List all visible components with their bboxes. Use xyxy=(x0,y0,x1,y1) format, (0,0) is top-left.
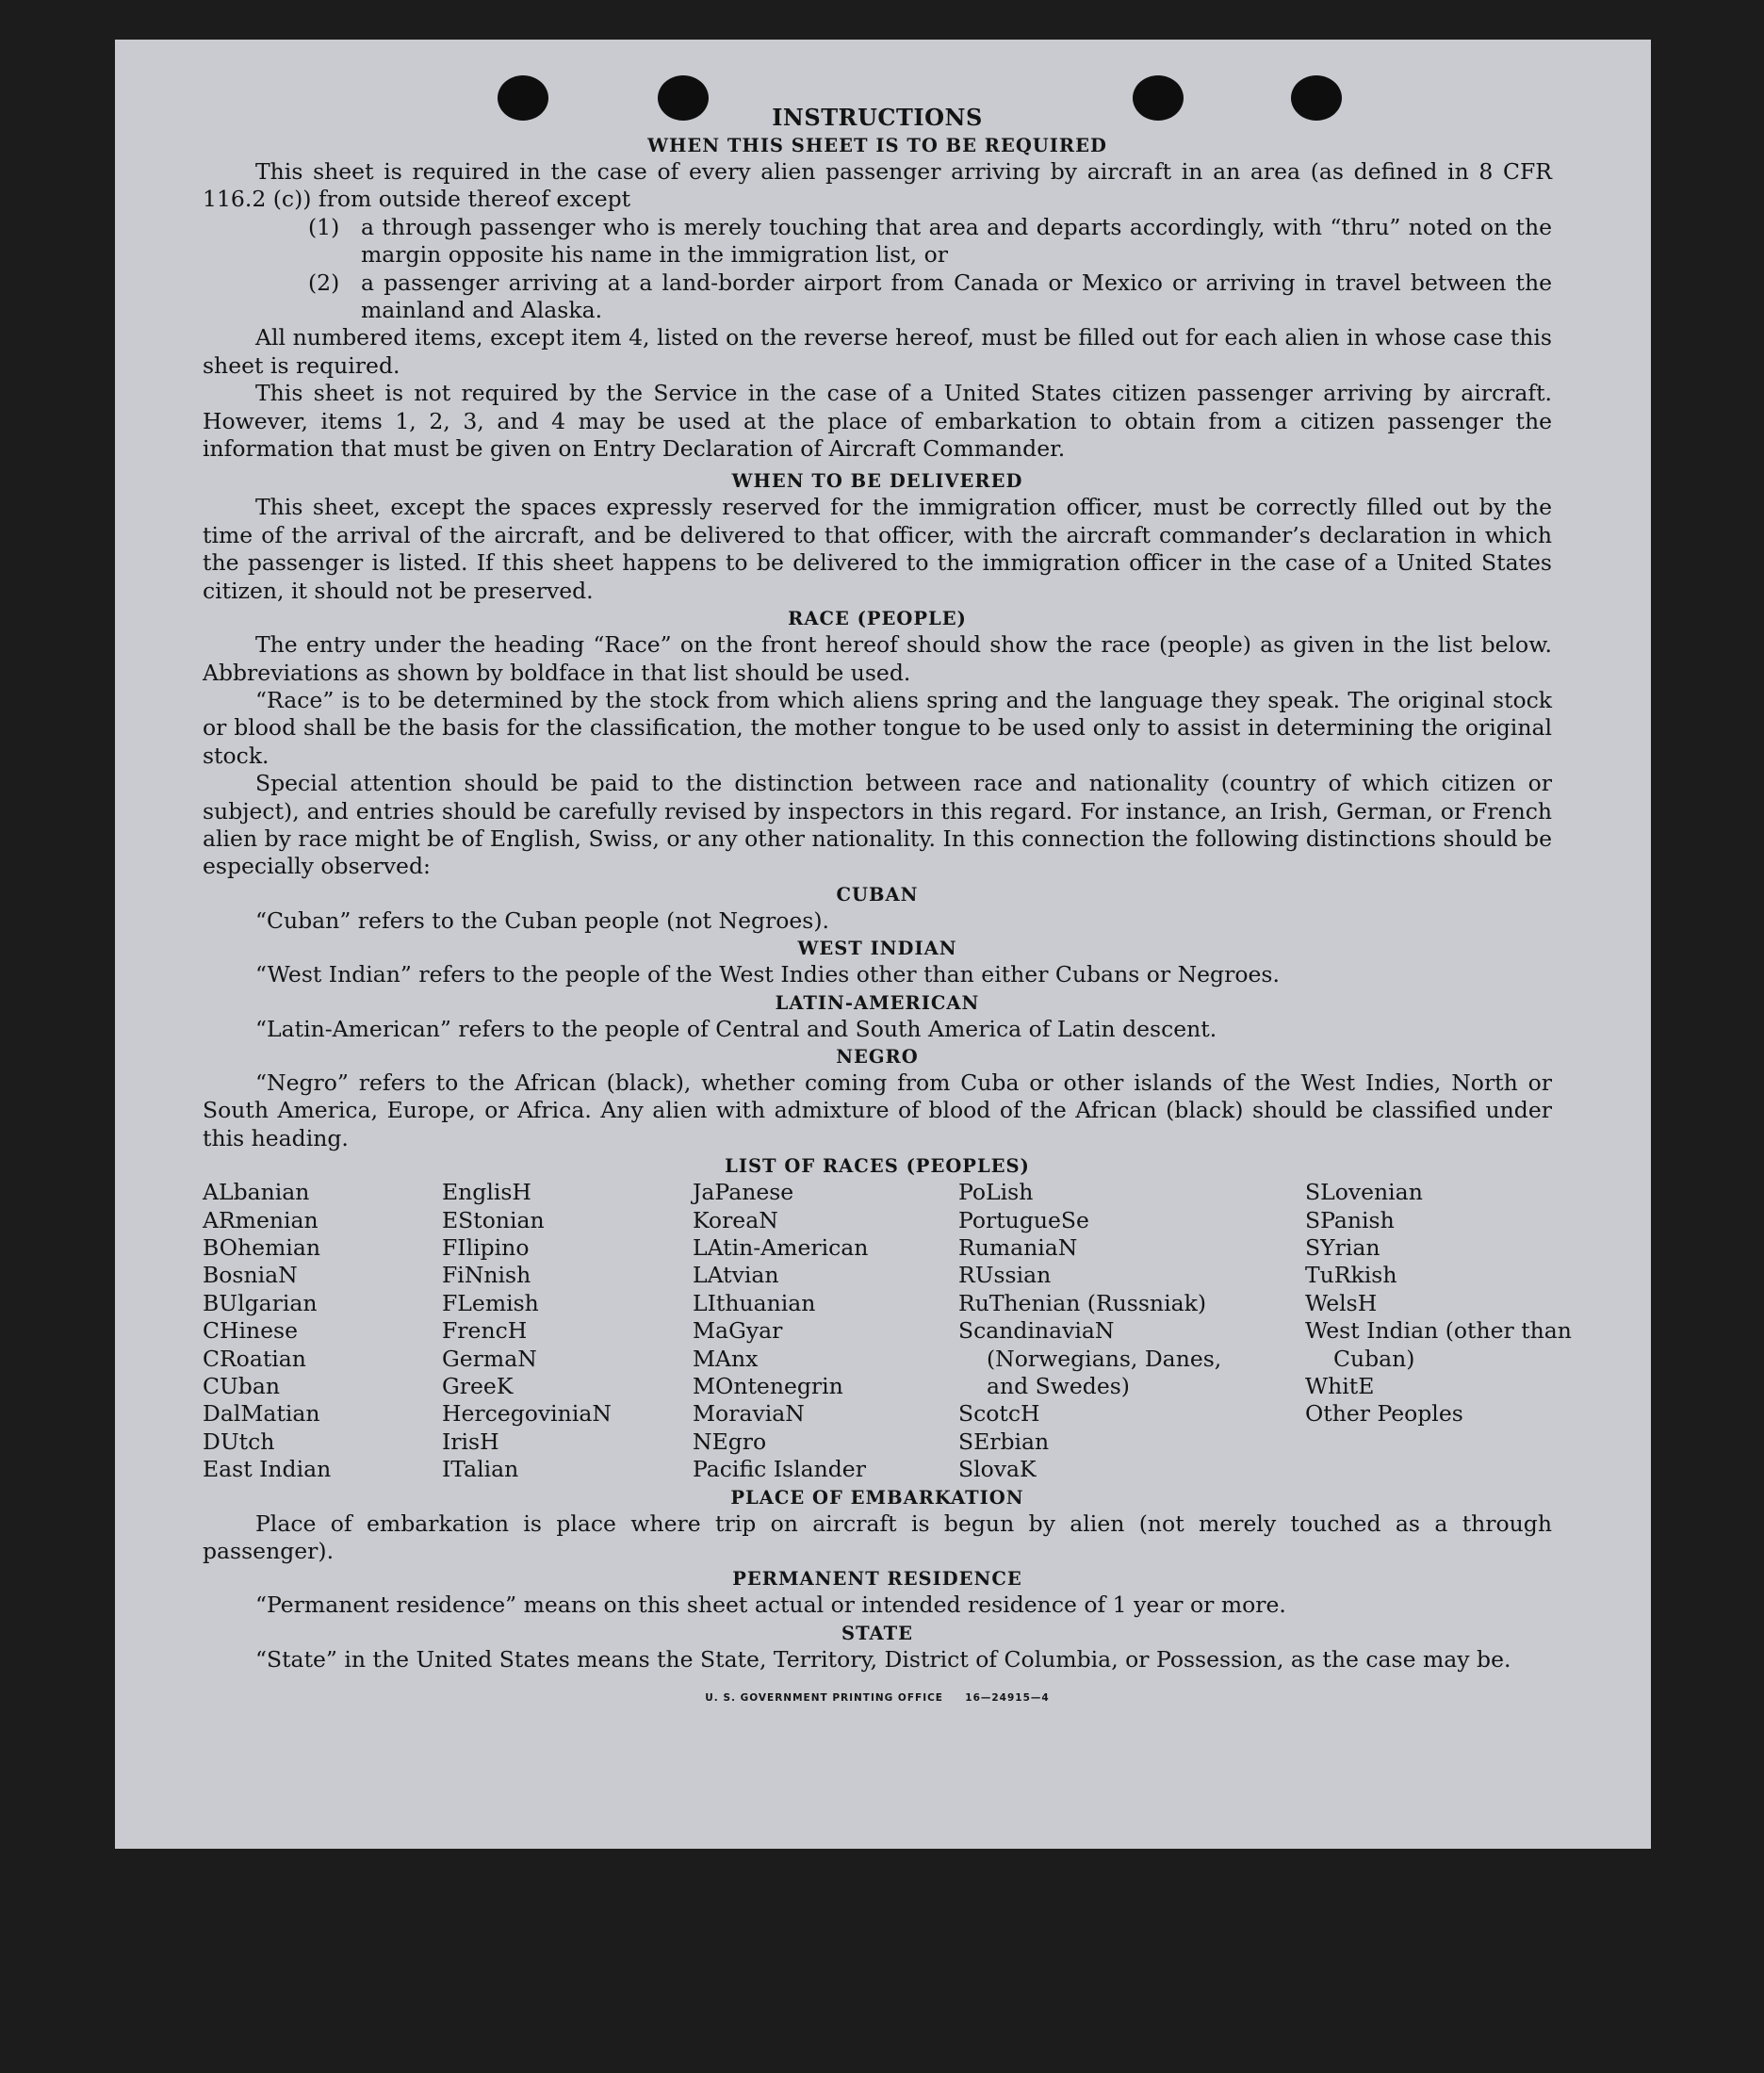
exception-item xyxy=(203,214,1552,269)
race-entry: MaGyar xyxy=(693,1317,783,1345)
item-text: a through passenger who is merely touching that area and departs accordingly, with “thru” noted on the margin opposite his name in the immigration list, or xyxy=(361,213,1552,269)
race-entry: LAtin-American xyxy=(693,1234,869,1261)
heading-state: STATE xyxy=(841,1622,913,1644)
race-entry: LAtvian xyxy=(693,1262,779,1289)
race-entry: MAnx xyxy=(693,1345,759,1372)
printing-office-footer: U. S. GOVERNMENT PRINTING OFFICE 16—24915—4 xyxy=(705,1692,1050,1705)
heading-cuban: CUBAN xyxy=(836,883,919,906)
instructions-content xyxy=(203,104,1572,1713)
race-entry: GreeK xyxy=(442,1373,514,1400)
heading-negro: NEGRO xyxy=(836,1045,919,1068)
races-column xyxy=(958,1179,1305,1483)
race-entry: DUtch xyxy=(203,1428,275,1455)
race-entry: Pacific Islander xyxy=(693,1456,866,1483)
paragraph-citizen: This sheet is not required by the Service in the case of a United States citizen passenger arriving by aircraft. However, items 1, 2, 3, and 4 may be used at the place of embarkation to obtain from a citizen passenger the information that must be given on Entry Declaration of Aircraft Commander. xyxy=(203,380,1552,463)
paragraph-cuban: “Cuban” refers to the Cuban people (not Negroes). xyxy=(255,906,830,934)
item-number: (2) xyxy=(308,269,340,296)
races-column xyxy=(1305,1179,1572,1483)
race-entry: FiNnish xyxy=(442,1262,531,1289)
race-entry: RUssian xyxy=(958,1262,1052,1289)
race-entry: RuThenian (Russniak) xyxy=(958,1289,1206,1316)
race-entry: West Indian (other than Cuban) xyxy=(1305,1317,1572,1372)
race-entry: LIthuanian xyxy=(693,1289,816,1316)
paragraph-when-delivered: This sheet, except the spaces expressly reserved for the immigration officer, must be correctly filled out by the time of the arrival of the aircraft, and be delivered to that officer, with the aircraft commander’s declaration in which the passenger is listed. If this sheet happens to be delivered to the immigration officer in the case of a United States citizen, it should not be preserved. xyxy=(203,494,1552,604)
paragraph-permanent-residence: “Permanent residence” means on this sheet actual or intended residence of 1 year or more. xyxy=(255,1591,1286,1619)
heading-when-required: WHEN THIS SHEET IS TO BE REQUIRED xyxy=(647,135,1107,156)
item-number: (1) xyxy=(308,213,340,240)
races-list xyxy=(203,1179,1572,1483)
heading-list-of-races: LIST OF RACES (PEOPLES) xyxy=(725,1155,1030,1178)
race-entry: RumaniaN xyxy=(958,1234,1078,1261)
race-entry: SPanish xyxy=(1305,1206,1395,1233)
race-entry: ITalian xyxy=(442,1456,519,1483)
paragraph-west-indian: “West Indian” refers to the people of the West Indies other than either Cubans or Negroes. xyxy=(255,961,1280,988)
race-entry: CHinese xyxy=(203,1317,298,1345)
exception-item xyxy=(203,269,1552,325)
races-column xyxy=(693,1179,958,1483)
race-entry: BUlgarian xyxy=(203,1289,318,1316)
race-entry: JaPanese xyxy=(693,1179,794,1206)
heading-latin-american: LATIN-AMERICAN xyxy=(775,991,980,1014)
heading-embarkation: PLACE OF EMBARKATION xyxy=(730,1486,1024,1509)
paragraph-negro: “Negro” refers to the African (black), whether coming from Cuba or other islands of the West Indies, North or South America, Europe, or Africa. Any alien with admixture of blood of the African (black) should be classified under this heading. xyxy=(203,1069,1552,1151)
heading-race: RACE (PEOPLE) xyxy=(788,608,967,630)
race-entry: MoraviaN xyxy=(693,1400,805,1428)
item-text: a passenger arriving at a land-border airport from Canada or Mexico or arriving in travel between the mainland and Alaska. xyxy=(361,269,1552,324)
race-entry: TuRkish xyxy=(1305,1262,1397,1289)
race-entry: KoreaN xyxy=(693,1206,778,1233)
page-title: INSTRUCTIONS xyxy=(772,104,983,131)
race-entry: ScotcH xyxy=(958,1400,1040,1428)
race-entry: PoLish xyxy=(958,1179,1034,1206)
race-entry: BosniaN xyxy=(203,1262,298,1289)
races-column xyxy=(203,1179,442,1483)
race-entry: FIlipino xyxy=(442,1234,530,1261)
race-entry: CUban xyxy=(203,1373,280,1400)
race-entry: SLovenian xyxy=(1305,1179,1423,1206)
race-entry: Other Peoples xyxy=(1305,1400,1463,1428)
race-entry: CRoatian xyxy=(203,1345,306,1372)
races-column xyxy=(442,1179,693,1483)
race-entry: East Indian xyxy=(203,1456,332,1483)
race-entry: WhitE xyxy=(1305,1373,1375,1400)
heading-permanent-residence: PERMANENT RESIDENCE xyxy=(732,1568,1022,1591)
paragraph-state: “State” in the United States means the State, Territory, District of Columbia, or Possession, as the case may be. xyxy=(255,1645,1511,1673)
paragraph-embarkation: Place of embarkation is place where trip on aircraft is begun by alien (not merely touched as a through passenger). xyxy=(203,1510,1552,1565)
heading-when-delivered: WHEN TO BE DELIVERED xyxy=(731,470,1023,493)
race-entry: EStonian xyxy=(442,1206,545,1233)
race-entry: WelsH xyxy=(1305,1289,1378,1316)
race-entry: HercegoviniaN xyxy=(442,1400,612,1428)
race-entry: MOntenegrin xyxy=(693,1373,843,1400)
paragraph-when-required-intro: This sheet is required in the case of every alien passenger arriving by aircraft in an area (as defined in 8 CFR 116.2 (c)) from outside thereof except xyxy=(203,158,1552,213)
race-entry: ARmenian xyxy=(203,1206,318,1233)
race-entry: SYrian xyxy=(1305,1234,1380,1261)
race-entry: PortugueSe xyxy=(958,1206,1089,1233)
race-entry: SErbian xyxy=(958,1428,1050,1455)
race-entry: FrencH xyxy=(442,1317,528,1345)
paragraph-latin-american: “Latin-American” refers to the people of Central and South America of Latin descent. xyxy=(255,1015,1217,1042)
race-entry: DalMatian xyxy=(203,1400,320,1428)
paragraph-race-1: The entry under the heading “Race” on the front hereof should show the race (people) as given in the list below. Abbreviations as shown by boldface in that list should be used. xyxy=(203,631,1552,686)
paragraph-numbered-items: All numbered items, except item 4, listed on the reverse hereof, must be filled out for each alien in whose case this sheet is required. xyxy=(203,324,1552,379)
race-entry: ScandinaviaN (Norwegians, Danes, and Swedes) xyxy=(958,1317,1222,1400)
race-entry: IrisH xyxy=(442,1428,499,1455)
heading-west-indian: WEST INDIAN xyxy=(797,938,957,960)
race-entry: SlovaK xyxy=(958,1456,1037,1483)
paragraph-race-3: Special attention should be paid to the distinction between race and nationality (country of which citizen or subject), and entries should be carefully revised by inspectors in this regard. For instance, an Irish, German, or French alien by race might be of English, Swiss, or any other nationality. In this connection the following distinctions should be especially observed: xyxy=(203,770,1552,880)
race-entry: GermaN xyxy=(442,1345,537,1372)
race-entry: ALbanian xyxy=(203,1179,310,1206)
paragraph-race-2: “Race” is to be determined by the stock from which aliens spring and the language they speak. The original stock or blood shall be the basis for the classification, the mother tongue to be used only to assist in determining the original stock. xyxy=(203,686,1552,769)
race-entry: BOhemian xyxy=(203,1234,320,1261)
race-entry: EnglisH xyxy=(442,1179,531,1206)
race-entry: NEgro xyxy=(693,1428,767,1455)
race-entry: FLemish xyxy=(442,1289,539,1316)
document-sheet xyxy=(115,40,1651,1849)
